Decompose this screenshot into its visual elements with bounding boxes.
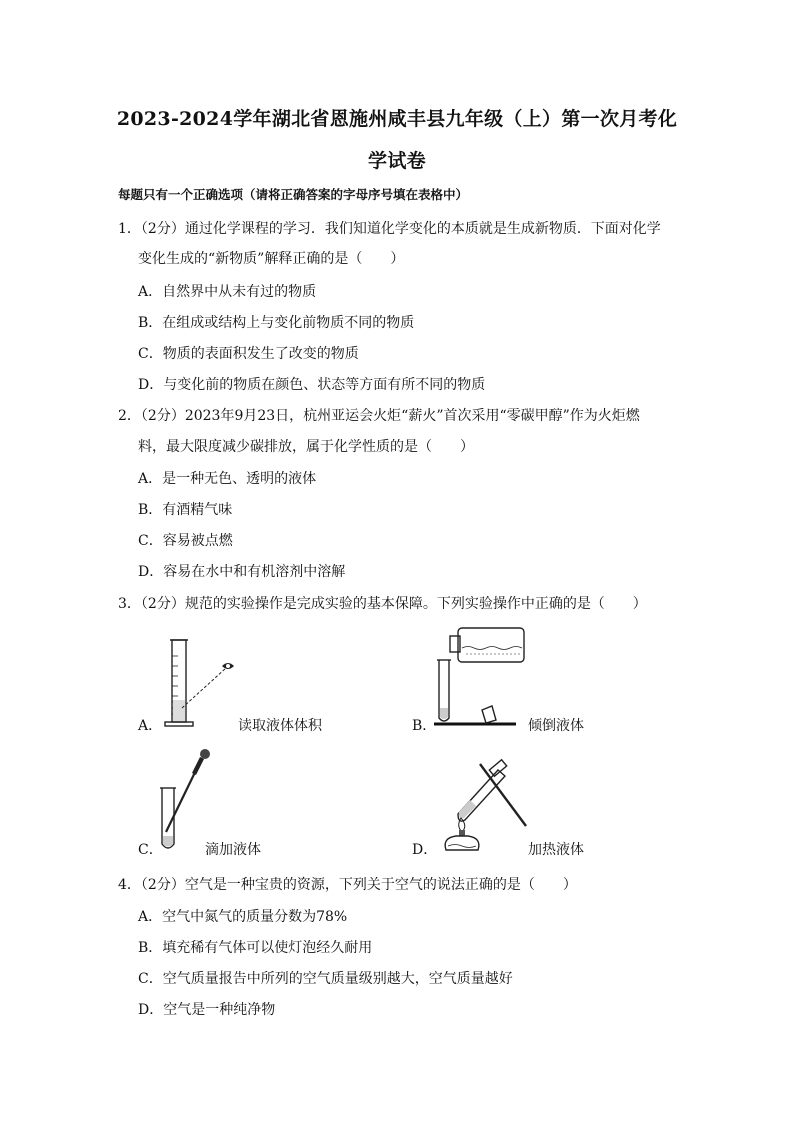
question-4-stem: 4．（2分）空气是一种宝贵的资源，下列关于空气的说法正确的是（ ） bbox=[118, 877, 577, 893]
question-1-option-d: D．与变化前的物质在颜色、状态等方面有所不同的物质 bbox=[138, 377, 486, 393]
figure-a-caption: 读取液体体积 bbox=[238, 718, 322, 734]
figure-c-caption: 滴加液体 bbox=[205, 842, 261, 858]
question-4-option-c: C．空气质量报告中所列的空气质量级别越大，空气质量越好 bbox=[138, 971, 513, 987]
pouring-liquid-icon bbox=[430, 624, 530, 734]
question-1-option-c: C．物质的表面积发生了改变的物质 bbox=[138, 346, 359, 362]
figure-c-letter: C． bbox=[138, 842, 163, 858]
question-2-option-c: C．容易被点燃 bbox=[138, 533, 233, 549]
question-1-option-a: A．自然界中从未有过的物质 bbox=[138, 284, 317, 300]
figure-a-letter: A． bbox=[138, 718, 163, 734]
question-2-stem-line1: 2．（2分）2023年9月23日，杭州亚运会火炬“薪火”首次采用“零碳甲醇”作为火炬燃 bbox=[118, 408, 640, 424]
question-3-stem: 3．（2分）规范的实验操作是完成实验的基本保障。下列实验操作中正确的是（ ） bbox=[118, 596, 647, 612]
question-4-option-d: D．空气是一种纯净物 bbox=[138, 1002, 276, 1018]
question-2-option-a: A．是一种无色、透明的液体 bbox=[138, 471, 317, 487]
graduated-cylinder-reading-icon bbox=[160, 636, 240, 736]
figure-b-caption: 倾倒液体 bbox=[528, 718, 584, 734]
section-heading: 每题只有一个正确选项（请将正确答案的字母序号填在表格中） bbox=[118, 187, 469, 202]
exam-title-line1: 2023-2024学年湖北省恩施州咸丰县九年级（上）第一次月考化 bbox=[116, 108, 678, 130]
question-1-stem-line2: 变化生成的“新物质”解释正确的是（ ） bbox=[138, 251, 405, 267]
figure-d-caption: 加热液体 bbox=[528, 842, 584, 858]
figure-d-letter: D． bbox=[412, 842, 438, 858]
question-2-option-b: B．有酒精气味 bbox=[138, 502, 233, 518]
question-4-option-a: A．空气中氮气的质量分数为78% bbox=[138, 909, 348, 925]
question-4-option-b: B．填充稀有气体可以使灯泡经久耐用 bbox=[138, 940, 373, 956]
question-2-stem-line2: 料，最大限度减少碳排放，属于化学性质的是（ ） bbox=[138, 439, 474, 455]
question-1-stem-line1: 1．（2分）通过化学课程的学习．我们知道化学变化的本质就是生成新物质．下面对化学 bbox=[118, 221, 661, 237]
figure-b-letter: B． bbox=[412, 718, 437, 734]
alcohol-lamp-heating-icon bbox=[430, 756, 540, 860]
question-2-option-d: D．容易在水中和有机溶剂中溶解 bbox=[138, 564, 346, 580]
question-1-option-b: B．在组成或结构上与变化前物质不同的物质 bbox=[138, 315, 415, 331]
exam-title-line2: 学试卷 bbox=[368, 150, 426, 172]
